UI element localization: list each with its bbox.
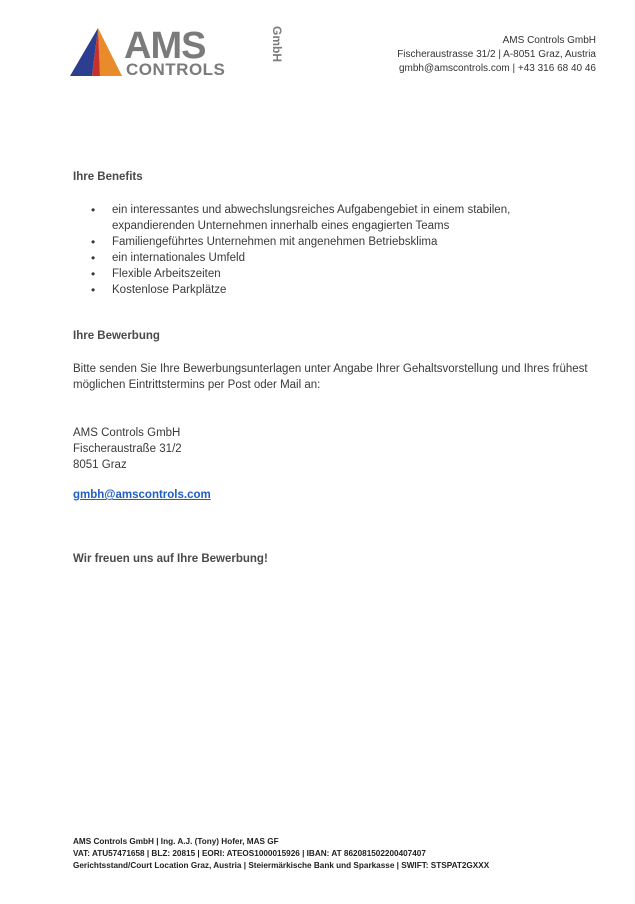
list-item: • ein internationales Umfeld <box>73 250 573 266</box>
address-line: 8051 Graz <box>73 459 127 471</box>
company-name: AMS Controls GmbH <box>502 35 596 46</box>
list-item: • Kostenlose Parkplätze <box>73 282 573 298</box>
logo-wordmark-top: AMS <box>124 25 206 67</box>
logo-triangle-orange <box>98 28 122 76</box>
address-line: Fischeraustraße 31/2 <box>73 443 182 455</box>
company-header <box>397 34 596 76</box>
logo-wordmark-bottom: CONTROLS <box>126 60 226 79</box>
company-logo <box>70 24 290 80</box>
list-item: • Flexible Arbeitszeiten <box>73 266 573 282</box>
footer-line: VAT: ATU57471658 | BLZ: 20815 | EORI: ATEOS1000015926 | IBAN: AT 862081502200407407 <box>73 849 426 858</box>
benefits-list <box>73 202 573 298</box>
benefits-heading: Ihre Benefits <box>73 171 143 183</box>
company-contact: gmbh@amscontrols.com | +43 316 68 40 46 <box>398 63 596 74</box>
application-heading: Ihre Bewerbung <box>73 330 160 342</box>
postal-address <box>73 425 182 473</box>
closing-text: Wir freuen uns auf Ihre Bewerbung! <box>73 553 268 565</box>
list-item: • Familiengeführtes Unternehmen mit angenehmen Betriebsklima <box>73 234 573 250</box>
logo-graphic <box>70 24 290 80</box>
email-link[interactable]: gmbh@amscontrols.com <box>73 489 211 501</box>
logo-wordmark-side: GmbH <box>270 26 284 62</box>
page-footer <box>73 836 489 872</box>
application-text: Bitte senden Sie Ihre Bewerbungsunterlagen unter Angabe Ihrer Gehaltsvorstellung und Ihres frühest möglichen Eintrittstermins per Post oder Mail an: <box>73 363 588 391</box>
footer-line: Gerichtsstand/Court Location Graz, Austria | Steiermärkische Bank und Sparkasse | SWIFT: STSPAT2GXXX <box>73 861 490 870</box>
footer-line: AMS Controls GmbH | Ing. A.J. (Tony) Hofer, MAS GF <box>73 837 279 846</box>
list-item: • ein interessantes und abwechslungsreiches Aufgabengebiet in einem stabilen, expandierenden Unternehmen innerhalb eines engagierten Teams <box>73 202 573 234</box>
address-line: AMS Controls GmbH <box>73 427 181 439</box>
company-address: Fischeraustrasse 31/2 | A-8051 Graz, Austria <box>397 49 596 60</box>
